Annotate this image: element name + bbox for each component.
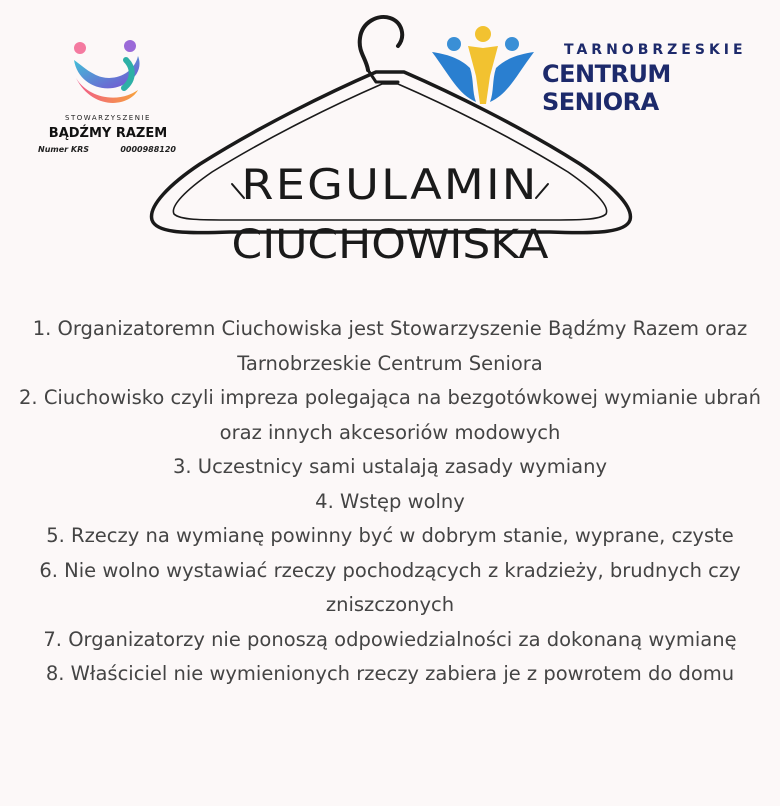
- rule-item: 4. Wstęp wolny: [315, 489, 465, 513]
- org-name: BĄDŹMY RAZEM: [48, 126, 168, 141]
- page-title-line2: CIUCHOWISKA: [231, 222, 549, 268]
- rule-item: 5. Rzeczy na wymianę powinny być w dobrym stanie, wyprane, czyste: [46, 524, 734, 547]
- rule-item: 7. Organizatorzy nie ponoszą odpowiedzialności za dokonaną wymianę: [43, 627, 737, 651]
- page-title-line1: REGULAMIN: [241, 160, 539, 209]
- rule-item: 8. Właściciel nie wymienionych rzeczy zabiera je z powrotem do domu: [45, 662, 735, 685]
- krs-label: Numer KRS: [38, 145, 90, 154]
- tcs-line1: TARNOBRZESKIE: [564, 42, 747, 58]
- rule-item: 3. Uczestnicy sami ustalają zasady wymiany: [173, 455, 607, 478]
- tcs-line2: CENTRUM SENIORA: [542, 60, 671, 116]
- rule-item: 6. Nie wolno wystawiać rzeczy pochodzących z kradzieży, brudnych czy zniszczonych: [39, 558, 741, 616]
- badzmy-razem-emblem-icon: [68, 38, 148, 110]
- hanger-icon: [140, 6, 640, 256]
- rule-item: 2. Ciuchowisko czyli impreza polegająca na bezgotówkowej wymianie ubrań oraz innych akcesoriów modowych: [19, 386, 761, 444]
- rule-item: 1. Organizatoremn Ciuchowiska jest Stowarzyszenie Bądźmy Razem oraz Tarnobrzeskie Centrum Seniora: [32, 317, 748, 375]
- rules-list: [10, 312, 770, 692]
- org-subtitle: STOWARZYSZENIE: [65, 114, 151, 122]
- krs-number: 0000988120: [120, 145, 176, 154]
